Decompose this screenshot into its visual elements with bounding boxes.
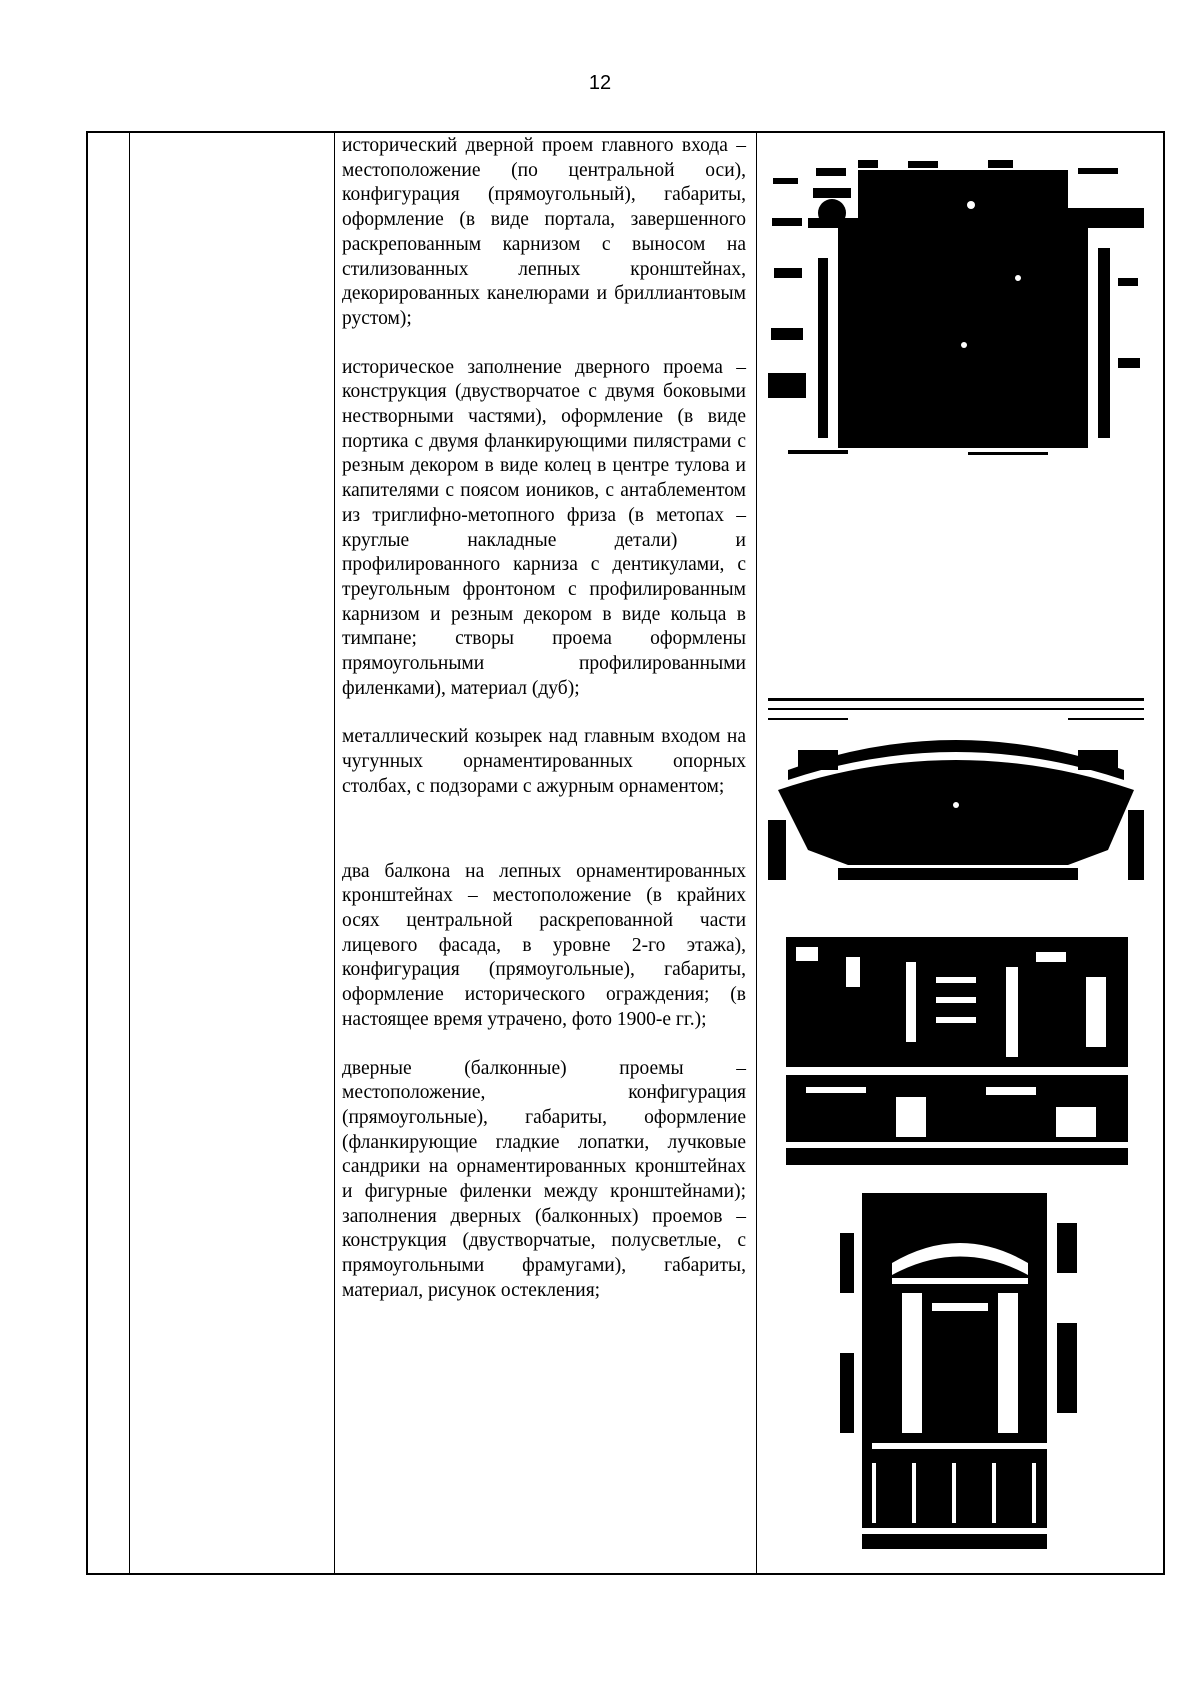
description-balcony-doors: дверные (балконные) проемы – местоположение, конфигурация (прямоугольные), габариты, оформление (фланкирующие гладкие лопатки, лучковые сандрики на орнаментированных кронштейнах и фигурные филенки между кронштейнами); заполнения дверных (балконных) проемов – конструкция (двустворчатые, полусветлые, с прямоугольными фрамугами), габариты, материал, рисунок остекления; [342, 1057, 746, 1301]
photo-balcony-door [832, 1193, 1088, 1549]
column-divider [129, 133, 130, 1573]
photo-canopy [768, 690, 1144, 890]
description-column [342, 134, 746, 1304]
column-divider [334, 133, 335, 1573]
description-main-door: исторический дверной проем главного входа – местоположение (по центральной оси), конфигурация (прямоугольный), габариты, оформление (в виде портала, завершенного раскрепованным карнизом с выносом на стилизованных лепных кронштейнах, декорированных канелюрами и бриллиантовым рустом); [342, 135, 746, 329]
description-canopy: металлический козырек над главным входом на чугунных орнаментированных опорных столбах, с подзорами с ажурным орнаментом; [342, 726, 746, 797]
page-number: 12 [588, 72, 612, 94]
column-divider [756, 133, 757, 1573]
description-door-infill: историческое заполнение дверного проема – конструкция (двустворчатое с двумя боковыми нестворными частями), оформление (в виде портика с двумя фланкирующими пилястрами с резным декором в виде колец в центре тулова и капителями с поясом иоников, с антаблементом из триглифно-метопного фриза (в метопах – круглые накладные детали) и профилированного карниза с дентикулами, с треугольным фронтоном с профилированным карнизом и резным декором в виде кольца в тимпане; створы проема оформлены прямоугольными профилированными филенками), материал (дуб); [342, 356, 746, 699]
description-balconies: два балкона на лепных орнаментированных кронштейнах – местоположение (в крайних осях центральной раскрепованной части лицевого фасада, в уровне 2-го этажа), конфигурация (прямоугольные), габариты, оформление исторического ограждения; (в настоящее время утрачено, фото 1900-е гг.); [342, 860, 746, 1030]
photo-main-entrance [768, 158, 1144, 463]
photo-balconies [786, 937, 1128, 1165]
